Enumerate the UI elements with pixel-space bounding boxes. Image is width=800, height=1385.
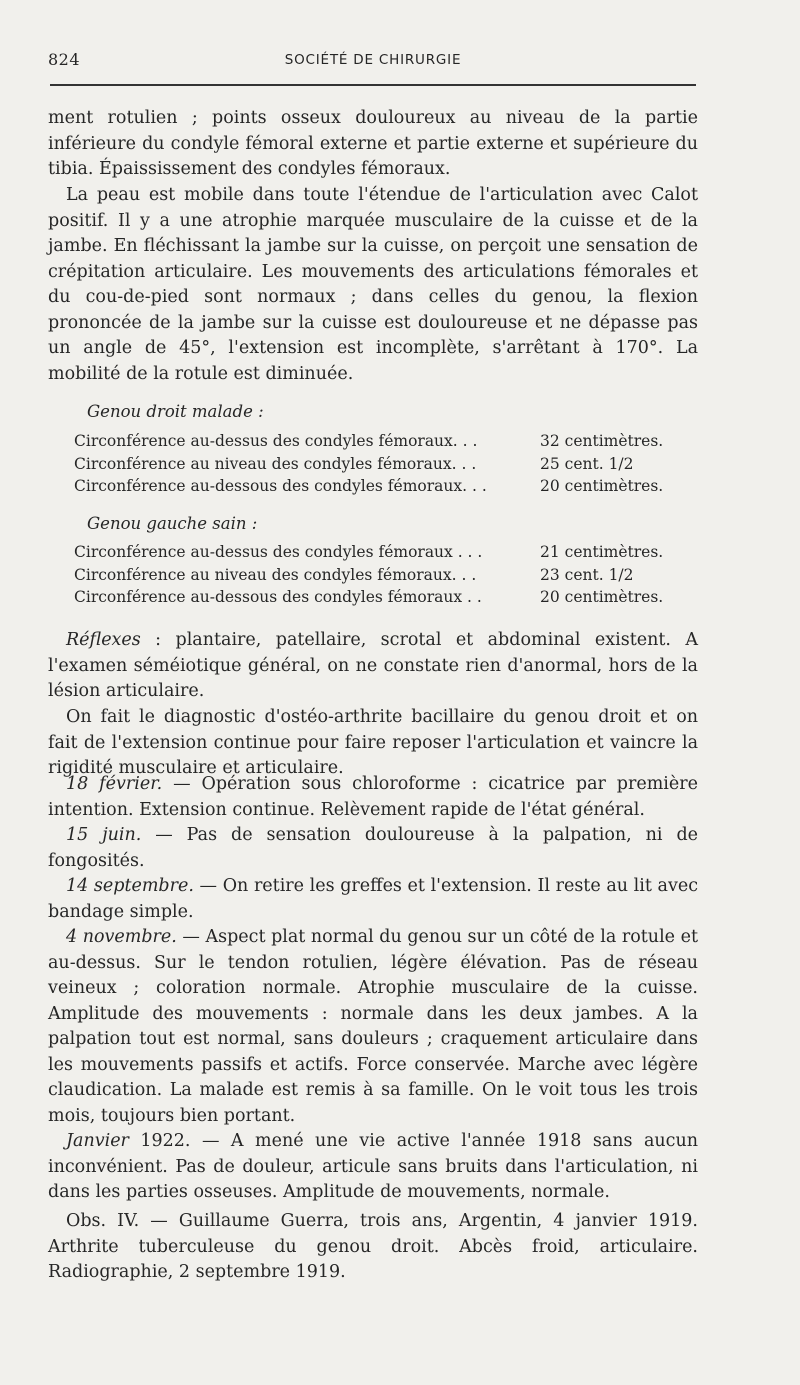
measurement-label: Circonférence au-dessus des condyles fémoraux . . . xyxy=(74,543,483,561)
entry-date: 15 juin. xyxy=(66,825,142,845)
reflexes-text: : plantaire, patellaire, scrotal et abdominal existent. A l'examen séméiotique général, on ne constate rien d'anormal, hors de la lésion articulaire. xyxy=(48,630,698,701)
entry-text: — Pas de sensation douloureuse à la palpation, ni de fongosités. xyxy=(48,825,698,871)
entry-text: — Aspect plat normal du genou sur un côté de la rotule et au-dessus. Sur le tendon rotulien, légère élévation. Pas de réseau veineux ; coloration normale. Atrophie musculaire de la cuisse. Amplitude des mouvements : normale dans les deux jambes. A la palpation tout est normal, sans douleurs ; craquement articulaire dans les mouvements passifs et actifs. Force conservée. Marche avec légère claudication. La malade est remis à sa famille. On le voit tous les trois mois, toujours bien portant. xyxy=(48,927,698,1126)
timeline-entry xyxy=(48,823,698,874)
measurement-row xyxy=(74,564,684,587)
entry-date: 4 novembre. xyxy=(66,927,177,947)
page-number: 824 xyxy=(48,50,81,69)
reflexes-lead: Réflexes xyxy=(66,630,141,650)
paragraph-mobility: La peau est mobile dans toute l'étendue de l'articulation avec Calot positif. Il y a une atrophie marquée musculaire de la cuisse et de la jambe. En fléchissant la jambe sur la cuisse, on perçoit une sensation de crépitation articulaire. Les mouvements des articulations fémorales et du cou-de-pied sont normaux ; dans celles du genou, la flexion prononcée de la jambe sur la cuisse est douloureuse et ne dépasse pas un angle de 45°, l'extension est incomplète, s'arrêtant à 170°. La mobilité de la rotule est diminuée. xyxy=(48,185,698,384)
measurement-value: 20 centimètres. xyxy=(540,477,664,495)
measurement-value: 21 centimètres. xyxy=(540,543,664,561)
right-knee-heading: Genou droit malade : xyxy=(87,402,264,421)
measurement-label: Circonférence au niveau des condyles fémoraux. . . xyxy=(74,454,477,473)
paragraph-knee-exam: ment rotulien ; points osseux douloureux au niveau de la partie inférieure du condyle fémoral externe et partie externe et supérieure du tibia. Épaississement des condyles fémoraux. xyxy=(48,108,698,179)
entry-text: 1922. — A mené une vie active l'année 1918 sans aucun inconvénient. Pas de douleur, articule sans bruits dans l'articulation, ni dans les parties osseuses. Amplitude de mouvements, normale. xyxy=(48,1131,698,1202)
measurement-label: Circonférence au-dessous des condyles fémoraux. . . xyxy=(74,477,487,495)
paragraph-reflexes xyxy=(48,628,698,705)
measurement-row xyxy=(74,541,684,564)
entry-date: 14 septembre. xyxy=(66,876,194,896)
left-knee-heading: Genou gauche sain : xyxy=(87,514,258,533)
measurement-row xyxy=(74,453,684,476)
measurement-row xyxy=(74,430,684,453)
measurement-label: Circonférence au-dessous des condyles fémoraux . . xyxy=(74,588,482,606)
timeline-entry xyxy=(48,1129,698,1206)
journal-title: SOCIÉTÉ DE CHIRURGIE xyxy=(284,52,462,68)
entry-date: 18 février. xyxy=(66,774,163,794)
entry-date: Janvier xyxy=(66,1131,129,1151)
entry-text: — Opération sous chloroforme : cicatrice par première intention. Extension continue. Relèvement rapide de l'état général. xyxy=(48,774,698,820)
measurement-value: 20 centimètres. xyxy=(540,588,664,606)
measurement-label: Circonférence au-dessus des condyles fémoraux. . . xyxy=(74,432,478,450)
timeline-entry xyxy=(48,772,698,823)
observation-iv: Obs. IV. — Guillaume Guerra, trois ans, Argentin, 4 janvier 1919. Arthrite tuberculeuse du genou droit. Abcès froid, articulaire. Radiographie, 2 septembre 1919. xyxy=(48,1211,698,1282)
header-rule xyxy=(50,84,696,86)
measurement-value: 23 cent. 1/2 xyxy=(540,565,634,584)
running-header xyxy=(48,44,698,74)
timeline-entry xyxy=(48,874,698,925)
measurement-value: 32 centimètres. xyxy=(540,432,664,450)
timeline-entry xyxy=(48,925,698,1129)
measurement-label: Circonférence au niveau des condyles fémoraux. . . xyxy=(74,565,477,584)
measurement-value: 25 cent. 1/2 xyxy=(540,454,634,473)
measurement-row xyxy=(74,586,684,609)
right-knee-measurements xyxy=(74,430,684,498)
measurement-row xyxy=(74,475,684,498)
left-knee-measurements xyxy=(74,541,684,609)
entry-text: — On retire les greffes et l'extension. Il reste au lit avec bandage simple. xyxy=(48,876,698,922)
paragraph-diagnosis: On fait le diagnostic d'ostéo-arthrite bacillaire du genou droit et on fait de l'extension continue pour faire reposer l'articulation et vaincre la rigidité musculaire et articulaire. xyxy=(48,707,698,778)
clinical-timeline xyxy=(48,772,698,1206)
